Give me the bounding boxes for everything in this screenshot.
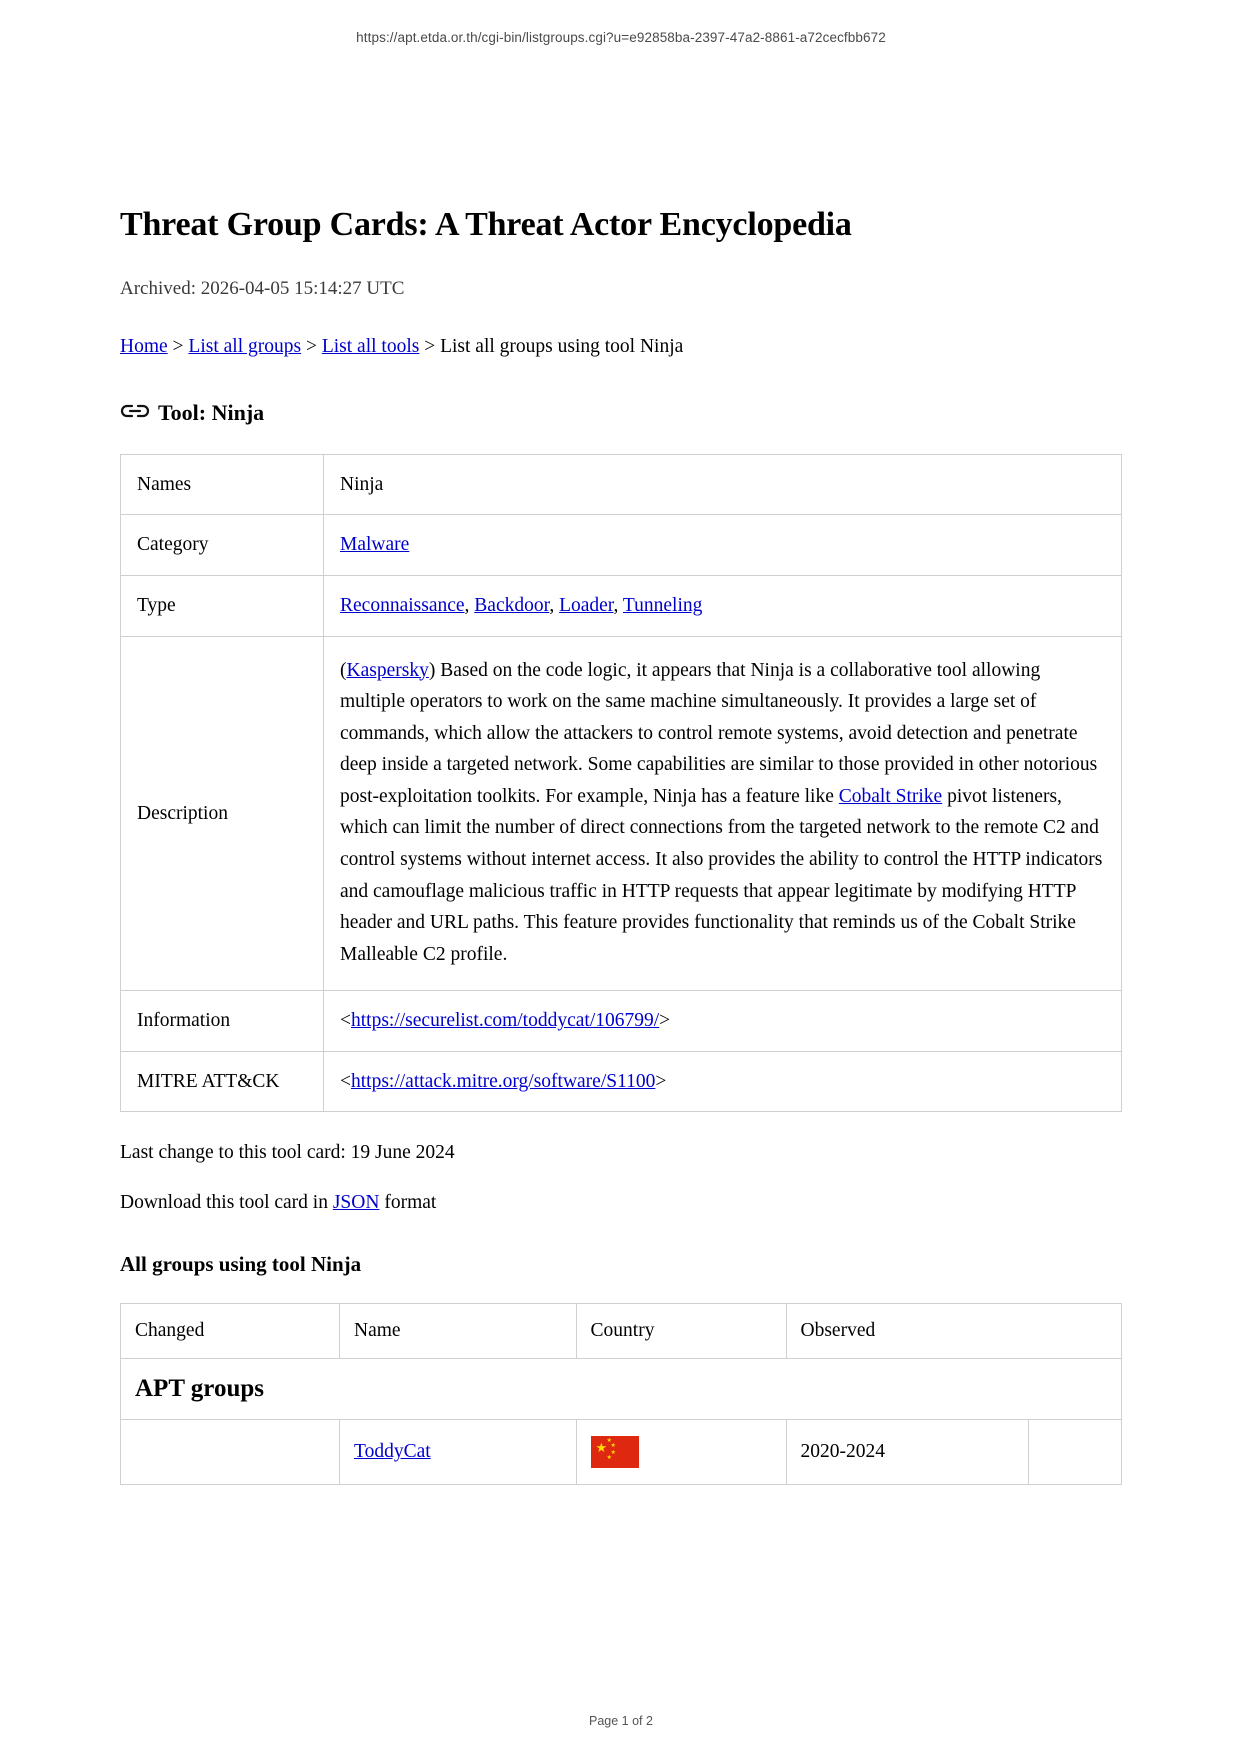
page-url: https://apt.etda.or.th/cgi-bin/listgroups.cgi?u=e92858ba-2397-47a2-8861-a72cecfbb672 bbox=[356, 30, 886, 45]
description-link-cobalt-strike[interactable]: Cobalt Strike bbox=[838, 785, 943, 807]
description-label: Description bbox=[121, 636, 324, 991]
row-observed: 2020-2024 bbox=[786, 1420, 1028, 1485]
breadcrumb-sep-1: > bbox=[167, 335, 189, 357]
category-value bbox=[324, 515, 1122, 576]
download-prefix: Download this tool card in bbox=[120, 1192, 333, 1214]
description-link-kaspersky[interactable]: Kaspersky bbox=[346, 659, 429, 681]
flag-star-1: ★ bbox=[606, 1438, 612, 1445]
download-json-link[interactable]: JSON bbox=[332, 1192, 380, 1214]
groups-table-section-row bbox=[121, 1359, 1122, 1420]
description-open-paren: ( bbox=[340, 659, 347, 681]
type-sep-3: , bbox=[613, 594, 623, 616]
type-value bbox=[324, 575, 1122, 636]
row-country bbox=[576, 1420, 786, 1485]
column-header-observed: Observed bbox=[786, 1304, 1122, 1359]
names-value: Ninja bbox=[324, 454, 1122, 515]
row-extra bbox=[1028, 1420, 1121, 1485]
table-row-information bbox=[121, 991, 1122, 1052]
flag-star-large: ★ bbox=[595, 1440, 608, 1456]
names-label: Names bbox=[121, 454, 324, 515]
breadcrumb-sep-3: > bbox=[419, 335, 441, 357]
groups-table bbox=[120, 1303, 1122, 1485]
column-header-changed: Changed bbox=[121, 1304, 340, 1359]
breadcrumb-link-list-all-groups[interactable]: List all groups bbox=[188, 335, 302, 357]
mitre-angle-close: > bbox=[655, 1070, 667, 1092]
breadcrumb-sep-2: > bbox=[301, 335, 322, 357]
table-row-category bbox=[121, 515, 1122, 576]
information-angle-close: > bbox=[659, 1010, 671, 1032]
category-link-malware[interactable]: Malware bbox=[340, 534, 410, 556]
archived-timestamp: Archived: 2026-04-05 15:14:27 UTC bbox=[120, 277, 405, 299]
section-title-apt-groups: APT groups bbox=[135, 1375, 264, 1403]
row-name bbox=[340, 1420, 577, 1485]
page-title: Threat Group Cards: A Threat Actor Encyclopedia bbox=[120, 206, 852, 243]
download-line bbox=[120, 1192, 1122, 1214]
mitre-label: MITRE ATT&CK bbox=[121, 1051, 324, 1112]
category-label: Category bbox=[121, 515, 324, 576]
table-row-names bbox=[121, 454, 1122, 515]
description-value bbox=[324, 636, 1122, 991]
breadcrumb-link-list-all-tools[interactable]: List all tools bbox=[321, 335, 420, 357]
row-changed bbox=[121, 1420, 340, 1485]
table-row-description bbox=[121, 636, 1122, 991]
breadcrumb-current: List all groups using tool Ninja bbox=[440, 335, 684, 357]
mitre-angle-open: < bbox=[340, 1070, 351, 1092]
mitre-value bbox=[324, 1051, 1122, 1112]
groups-table-header-row bbox=[121, 1304, 1122, 1359]
information-value bbox=[324, 991, 1122, 1052]
type-label: Type bbox=[121, 575, 324, 636]
type-link-reconnaissance[interactable]: Reconnaissance bbox=[340, 594, 465, 616]
flag-star-4: ★ bbox=[606, 1455, 612, 1462]
description-text-part-2: pivot listeners, which can limit the number of direct connections from the targeted network to the remote C2 and control systems without internet access. It also provides the ability to control the HTTP indicators and camouflage malicious traffic in HTTP requests that appear legitimate by modifying HTTP header and URL paths. This feature provides functionality that reminds us of the Cobalt Strike Malleable C2 profile. bbox=[340, 785, 1103, 965]
flag-star-2: ★ bbox=[610, 1443, 616, 1450]
tool-heading bbox=[120, 358, 1122, 426]
group-link-toddycat[interactable]: ToddyCat bbox=[354, 1441, 431, 1463]
breadcrumb-link-home[interactable]: Home bbox=[120, 335, 168, 357]
mitre-link[interactable]: https://attack.mitre.org/software/S1100 bbox=[351, 1070, 656, 1092]
document-content bbox=[0, 45, 1242, 1485]
link-icon bbox=[120, 400, 150, 422]
page-footer: Page 1 of 2 bbox=[589, 1714, 653, 1728]
description-text-part-1: ) Based on the code logic, it appears that Ninja is a collaborative tool allowing multiple operators to work on the same machine simultaneously. It provides a large set of commands, which allow the attackers to control remote systems, avoid detection and penetrate deep inside a targeted network. Some capabilities are similar to those provided in other notorious post-exploitation toolkits. For example, Ninja has a feature like bbox=[340, 659, 1098, 807]
tool-card-table bbox=[120, 454, 1122, 1113]
download-suffix: format bbox=[379, 1192, 437, 1214]
flag-star-3: ★ bbox=[610, 1450, 616, 1457]
column-header-name: Name bbox=[340, 1304, 577, 1359]
table-row-mitre bbox=[121, 1051, 1122, 1112]
table-row bbox=[121, 1420, 1122, 1485]
china-flag-icon bbox=[591, 1436, 639, 1468]
tool-heading-text: Tool: Ninja bbox=[158, 399, 265, 425]
type-sep-2: , bbox=[549, 594, 560, 616]
groups-heading: All groups using tool Ninja bbox=[120, 1252, 362, 1277]
breadcrumb bbox=[120, 336, 1122, 358]
information-angle-open: < bbox=[340, 1010, 351, 1032]
information-link[interactable]: https://securelist.com/toddycat/106799/ bbox=[351, 1010, 660, 1032]
last-change-text: Last change to this tool card: 19 June 2024 bbox=[120, 1142, 455, 1164]
type-sep-1: , bbox=[464, 594, 475, 616]
type-link-backdoor[interactable]: Backdoor bbox=[474, 594, 550, 616]
table-row-type bbox=[121, 575, 1122, 636]
column-header-country: Country bbox=[576, 1304, 786, 1359]
type-link-loader[interactable]: Loader bbox=[559, 594, 614, 616]
information-label: Information bbox=[121, 991, 324, 1052]
section-cell bbox=[121, 1359, 1122, 1420]
type-link-tunneling[interactable]: Tunneling bbox=[622, 594, 703, 616]
